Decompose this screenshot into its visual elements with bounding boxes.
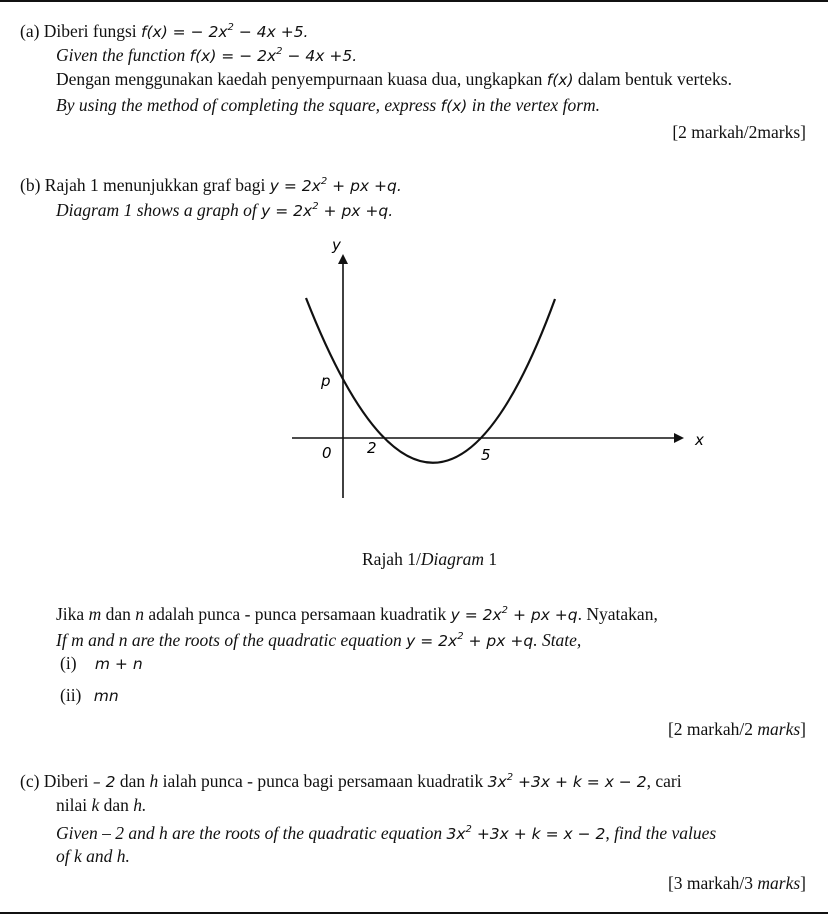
part-a-line-ms [20, 18, 309, 43]
exponent: 2 [506, 772, 514, 783]
exponent: 2 [312, 201, 319, 212]
exponent: 2 [276, 46, 283, 57]
equation [488, 773, 647, 791]
math-term: − 4x +5. [233, 23, 309, 42]
math-term: f(x) = − 2x [141, 23, 228, 42]
instruction-text: By using the method of completing the square, express [56, 95, 441, 115]
top-border [0, 0, 828, 2]
math-term: 3x [487, 773, 507, 792]
question-text: . Nyatakan, [577, 604, 658, 625]
instruction-text: Dengan menggunakan kaedah penyempurnaan kuasa dua, ungkapkan [56, 69, 547, 89]
sub-question-label: (ii) [60, 685, 82, 705]
part-a-line-en [56, 42, 357, 67]
variable-h: h. [133, 795, 147, 815]
equation [451, 606, 578, 624]
part-c-line-en [56, 820, 716, 845]
instruction-text: dalam bentuk verteks. [573, 69, 732, 89]
math-term: f(x) = − 2x [189, 47, 277, 66]
part-c-line-ms-2 [56, 794, 146, 816]
origin-label: 0 [322, 444, 332, 462]
part-c-line-en-2: of k and h. [56, 846, 130, 866]
math-term: + px +q. [327, 177, 402, 196]
bottom-border [0, 912, 828, 914]
part-a-text: Given the function [56, 45, 190, 66]
sub-question-expression: m + n [94, 655, 143, 673]
variable-k: k [91, 795, 100, 815]
math-term: +3x + k = x − 2 [471, 825, 606, 844]
y-axis-label: y [332, 236, 341, 254]
math-term: +3x + k = x − 2 [513, 773, 647, 792]
root-label-5: 5 [481, 446, 491, 464]
math-term: + px +q [463, 632, 534, 651]
part-b-marks [668, 718, 806, 740]
marks-text: ] [800, 873, 806, 893]
part-c-text: nilai [56, 795, 92, 815]
part-c-text: Given – 2 and h are the roots of the quadratic equation [56, 823, 447, 844]
root-label-2: 2 [367, 439, 377, 457]
math-term: – 2 [92, 773, 116, 792]
part-a-function [190, 47, 357, 65]
part-c-text: dan [115, 771, 150, 792]
part-a-function [141, 23, 308, 41]
math-term: y = 2x [450, 606, 502, 625]
equation [446, 825, 605, 843]
question-text: Jika [56, 604, 89, 625]
math-term: f(x) [440, 97, 468, 115]
y-intercept-label: p [321, 372, 331, 390]
part-c-line-ms [20, 768, 682, 793]
math-term: − 4x +5. [282, 47, 358, 66]
part-b-equation [261, 202, 393, 220]
sub-question-expression: mn [93, 687, 119, 705]
sub-question-label: (i) [60, 653, 77, 673]
math-term: f(x) [546, 71, 574, 89]
x-axis-label: x [695, 431, 704, 449]
part-c-text: , cari [646, 771, 682, 792]
variable-m: m [88, 604, 102, 625]
part-b-question-ms [56, 601, 658, 626]
part-b-question-en [56, 627, 581, 652]
math-term: + px +q. [318, 202, 394, 221]
part-a-instruction-ms [56, 68, 732, 91]
math-term: y = 2x [269, 177, 321, 196]
variable-h: h [149, 771, 159, 792]
exponent: 2 [227, 22, 234, 33]
part-c-text: (c) Diberi [20, 771, 93, 792]
marks-text: marks [757, 873, 801, 893]
diagram-caption [362, 548, 497, 570]
equation [406, 632, 533, 650]
instruction-text: in the vertex form. [467, 95, 601, 115]
variable-n: n [135, 604, 144, 625]
caption-text: Rajah 1/ [362, 549, 421, 569]
exponent: 2 [501, 605, 509, 616]
math-term: y = 2x [261, 202, 313, 221]
part-c-marks [668, 872, 806, 894]
math-term: 3x [446, 825, 466, 844]
sub-question-i [60, 652, 143, 675]
diagram-1-graph [270, 232, 720, 507]
part-a-marks: [2 markah/2marks] [672, 122, 806, 142]
math-term: y = 2x [406, 632, 458, 651]
caption-text: 1 [484, 549, 498, 569]
question-text: . State, [533, 630, 582, 651]
part-a-instruction-en [56, 94, 600, 117]
marks-text: [2 markah/2 [667, 719, 758, 739]
part-b-text: (b) Rajah 1 menunjukkan graf bagi [20, 175, 270, 196]
part-c-text: , find the values [605, 823, 717, 844]
question-text: adalah punca - punca persamaan kuadratik [144, 604, 451, 625]
question-text: dan [101, 604, 136, 625]
part-b-line-en [56, 197, 393, 222]
part-c-text: ialah punca - punca bagi persamaan kuadratik [158, 771, 488, 792]
exponent: 2 [320, 176, 328, 187]
caption-text: Diagram [420, 549, 485, 569]
exponent: 2 [465, 824, 472, 835]
marks-text: [3 markah/3 [667, 873, 758, 893]
part-b-line-ms [20, 172, 402, 197]
exponent: 2 [457, 631, 464, 642]
part-c-text: dan [99, 795, 134, 815]
marks-text: marks [757, 719, 801, 739]
part-a-text: (a) Diberi fungsi [20, 21, 142, 42]
sub-question-ii [60, 684, 119, 707]
marks-text: ] [800, 719, 806, 739]
math-term: + px +q [508, 606, 578, 625]
question-text: If m and n are the roots of the quadratic equation [56, 630, 407, 651]
part-b-equation [270, 177, 402, 195]
part-b-text: Diagram 1 shows a graph of [56, 200, 262, 221]
